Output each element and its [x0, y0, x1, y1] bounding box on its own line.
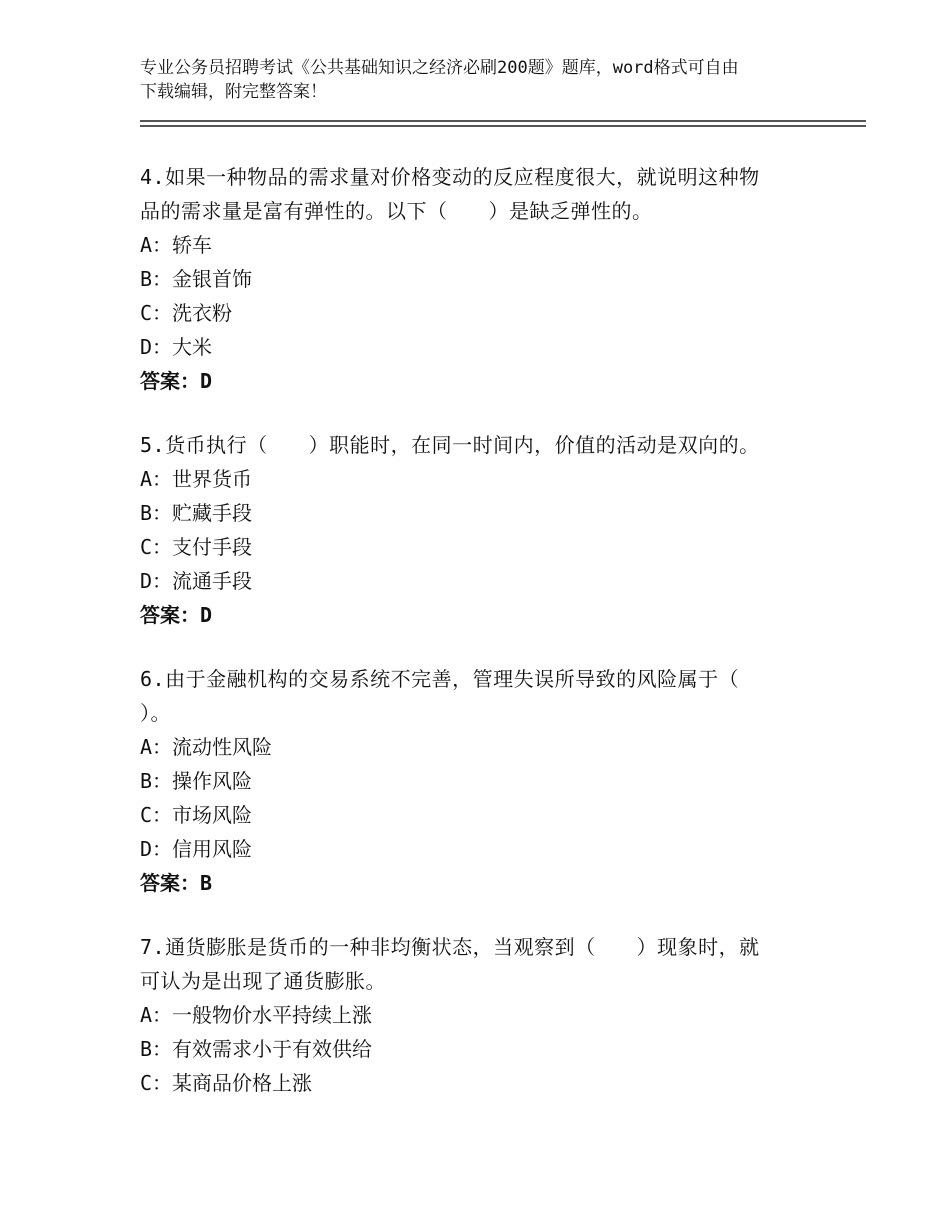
option-a: A：一般物价水平持续上涨 — [140, 1003, 373, 1027]
question-4 — [140, 160, 830, 398]
header-divider-bottom — [140, 125, 866, 127]
question-text-line: 4.如果一种物品的需求量对价格变动的反应程度很大，就说明这种物 — [140, 165, 760, 189]
option-c: C：支付手段 — [140, 535, 253, 559]
question-text — [140, 160, 830, 228]
answer-line — [140, 598, 830, 632]
document-header — [140, 56, 830, 104]
option-c: C：洗衣粉 — [140, 301, 233, 325]
answer-label: 答案： — [140, 369, 200, 393]
option-a: A：流动性风险 — [140, 735, 273, 759]
question-text-line: ）。 — [140, 701, 171, 725]
option-d: D：信用风险 — [140, 837, 253, 861]
option-b: B：有效需求小于有效供给 — [140, 1037, 373, 1061]
answer-value: D — [200, 603, 213, 627]
question-text — [140, 930, 830, 998]
option-d: D：流通手段 — [140, 569, 253, 593]
option-a: A：轿车 — [140, 233, 213, 257]
answer-value: D — [200, 369, 213, 393]
question-text-line: 可认为是出现了通货膨胀。 — [140, 969, 386, 993]
question-6 — [140, 662, 830, 900]
question-7 — [140, 930, 830, 1100]
option-d: D：大米 — [140, 335, 213, 359]
option-b: B：金银首饰 — [140, 267, 253, 291]
header-divider-top — [140, 120, 866, 122]
answer-label: 答案： — [140, 603, 200, 627]
question-text — [140, 662, 830, 730]
answer-line — [140, 364, 830, 398]
question-text-line: 品的需求量是富有弹性的。以下（ ）是缺乏弹性的。 — [140, 199, 653, 223]
option-b: B：操作风险 — [140, 769, 253, 793]
answer-value: B — [200, 871, 213, 895]
option-c: C：某商品价格上涨 — [140, 1071, 313, 1095]
option-c: C：市场风险 — [140, 803, 253, 827]
question-text-line: 5.货币执行（ ）职能时，在同一时间内，价值的活动是双向的。 — [140, 433, 760, 457]
option-b: B：贮藏手段 — [140, 501, 253, 525]
header-line-1: 专业公务员招聘考试《公共基础知识之经济必刷200题》题库，word格式可自由 — [140, 58, 739, 78]
header-line-2: 下载编辑，附完整答案！ — [140, 82, 327, 102]
question-text — [140, 428, 830, 462]
answer-line — [140, 866, 830, 900]
option-a: A：世界货币 — [140, 467, 253, 491]
question-text-line: 7.通货膨胀是货币的一种非均衡状态，当观察到（ ）现象时，就 — [140, 935, 760, 959]
question-text-line: 6.由于金融机构的交易系统不完善，管理失误所导致的风险属于（ — [140, 667, 740, 691]
question-5 — [140, 428, 830, 632]
answer-label: 答案： — [140, 871, 200, 895]
question-list — [140, 160, 830, 1130]
